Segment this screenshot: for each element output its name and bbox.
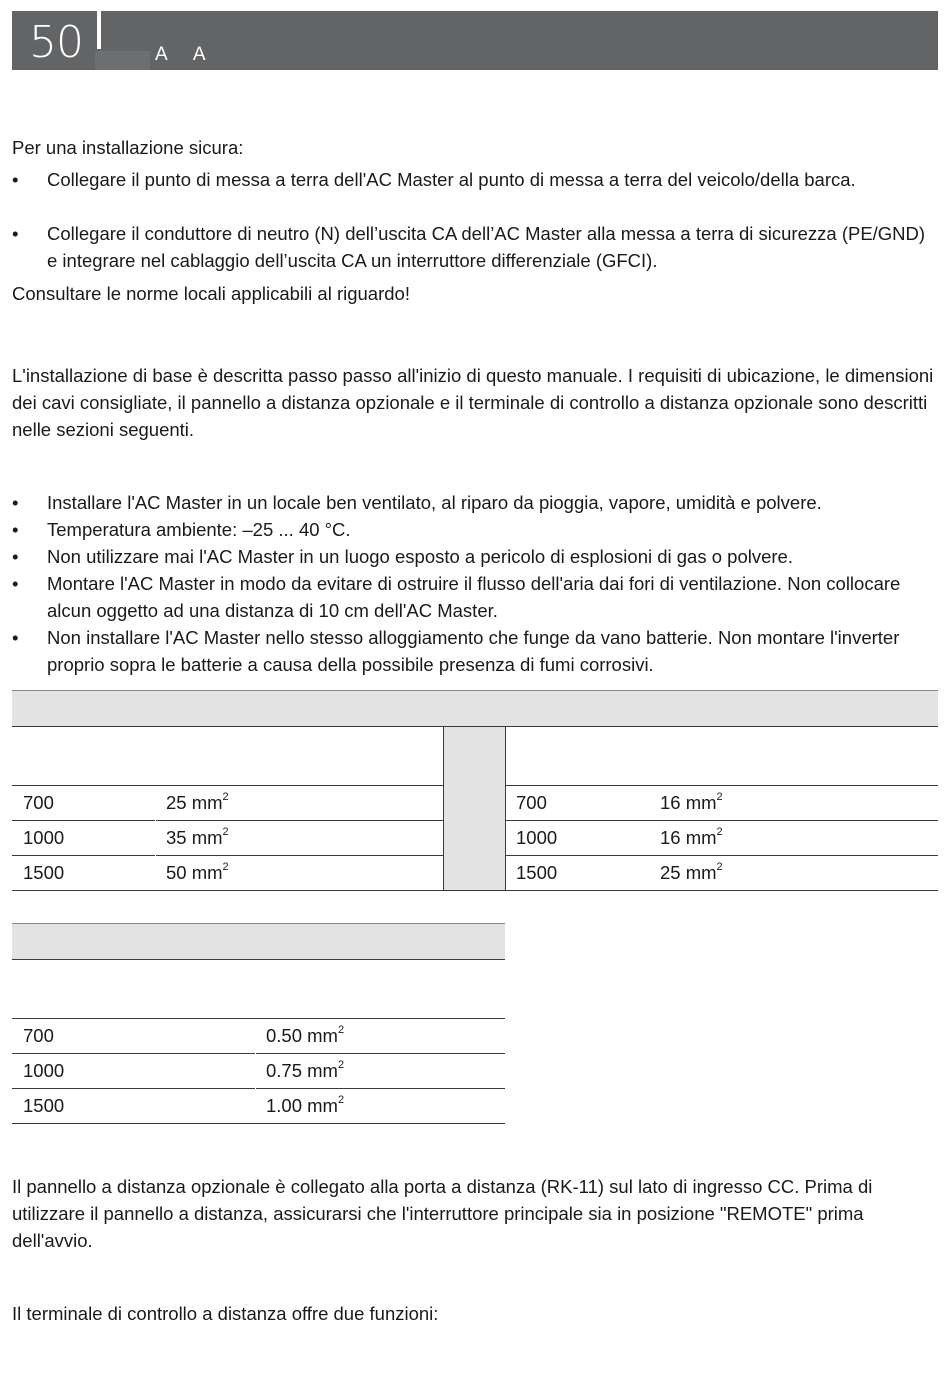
table-rule	[12, 959, 505, 960]
unit-exponent: 2	[337, 1023, 345, 1036]
table-rule	[506, 855, 938, 856]
safety-bullet-text: Collegare il punto di messa a terra dell'AC Master al punto di messa a terra del veicolo/della barca.	[47, 169, 856, 190]
model-cell: 1000	[23, 827, 65, 848]
page-number: 50	[29, 17, 83, 68]
table-rule	[12, 1018, 505, 1019]
unit-exponent: 2	[222, 825, 229, 838]
cable-size-cell	[166, 862, 229, 884]
bullet-symbol: •	[12, 223, 19, 244]
cable-size-cell	[266, 1060, 344, 1082]
cable-size-cell	[266, 1095, 344, 1117]
table-rule	[12, 785, 443, 786]
safety-bullet-text: Collegare il conduttore di neutro (N) dell’uscita CA dell’AC Master alla messa a terra di sicurezza (PE/GND) e integrare nel cablaggio dell’uscita CA un interruttore differenziale (GFCI).	[47, 223, 926, 271]
cable-size-value: 16 mm	[660, 792, 717, 813]
model-cell: 1500	[516, 862, 558, 883]
remote-panel-paragraph: Il pannello a distanza opzionale è collegato alla porta a distanza (RK-11) sul lato di ingresso CC. Prima di utilizzare il pannello a distanza, assicurarsi che l'interruttore principale sia in posizione "REMOTE" prima dell'avvio.	[12, 1176, 873, 1251]
table-rule	[12, 1088, 505, 1089]
install-intro: L'installazione di base è descritta passo passo all'inizio di questo manuale. I requisiti di ubicazione, le dimensioni dei cavi consigliate, il pannello a distanza opzionale e il terminale di controllo a distanza opzionale sono descritti nelle sezioni seguenti.	[12, 365, 934, 440]
model-cell: 1000	[23, 1060, 65, 1081]
header-notch	[95, 51, 150, 70]
cable-size-value: 1.00 mm	[266, 1095, 338, 1116]
cable-size-cell	[166, 792, 229, 814]
cable-size-cell	[660, 862, 723, 884]
safety-note: Consultare le norme locali applicabili al riguardo!	[12, 283, 410, 304]
cable-size-value: 25 mm	[166, 792, 223, 813]
unit-exponent: 2	[222, 790, 229, 803]
cable-size-cell	[660, 792, 723, 814]
location-bullet	[12, 570, 937, 624]
unit-exponent: 2	[716, 860, 723, 873]
table-rule	[12, 820, 443, 821]
model-cell: 1500	[23, 1095, 65, 1116]
column-rule	[505, 727, 506, 891]
table-title-band	[12, 924, 505, 959]
model-cell: 700	[516, 792, 547, 813]
cell-gap	[155, 786, 156, 890]
unit-exponent: 2	[716, 790, 723, 803]
table-rule	[506, 820, 938, 821]
model-cell: 700	[23, 1025, 54, 1046]
safety-intro: Per una installazione sicura:	[12, 137, 244, 158]
bullet-symbol: •	[12, 546, 19, 567]
model-cell: 700	[23, 792, 54, 813]
table-center-divider	[444, 727, 506, 891]
cable-size-cell	[660, 827, 723, 849]
unit-exponent: 2	[337, 1093, 345, 1106]
cable-size-value: 0.75 mm	[266, 1060, 338, 1081]
cable-size-value: 25 mm	[660, 862, 717, 883]
location-bullet-text: Non installare l'AC Master nello stesso alloggiamento che funge da vano batterie. Non montare l'inverter proprio sopra le batterie a causa della possibile presenza di fumi corrosivi.	[47, 627, 900, 675]
location-bullet	[12, 489, 937, 516]
unit-exponent: 2	[337, 1058, 345, 1071]
safety-bullet	[12, 220, 937, 274]
table-rule	[12, 855, 443, 856]
location-bullet	[12, 516, 937, 543]
table-rule	[12, 890, 938, 891]
unit-exponent: 2	[222, 860, 229, 873]
cell-gap	[255, 1019, 256, 1123]
location-bullet-text: Installare l'AC Master in un locale ben ventilato, al riparo da pioggia, vapore, umidità e polvere.	[47, 492, 822, 513]
cable-size-value: 16 mm	[660, 827, 717, 848]
model-cell: 1500	[23, 862, 65, 883]
safety-bullet	[12, 166, 937, 193]
location-bullet	[12, 543, 937, 570]
cable-size-value: 0.50 mm	[266, 1025, 338, 1046]
bullet-symbol: •	[12, 573, 19, 594]
table-rule	[12, 1053, 505, 1054]
bullet-symbol: •	[12, 519, 19, 540]
location-bullet-text: Temperatura ambiente: –25 ... 40 °C.	[47, 519, 351, 540]
cable-size-cell	[266, 1025, 344, 1047]
location-bullet	[12, 624, 937, 678]
model-cell: 1000	[516, 827, 558, 848]
bullet-symbol: •	[12, 492, 19, 513]
cable-size-value: 35 mm	[166, 827, 223, 848]
table-title-band	[12, 691, 938, 726]
unit-exponent: 2	[716, 825, 723, 838]
section-label: A A	[155, 44, 217, 65]
header-divider	[97, 11, 101, 49]
bullet-symbol: •	[12, 627, 19, 648]
table-rule	[12, 1123, 505, 1124]
cable-size-cell	[166, 827, 229, 849]
bullet-symbol: •	[12, 169, 19, 190]
table-rule	[506, 785, 938, 786]
cable-size-value: 50 mm	[166, 862, 223, 883]
remote-terminal-paragraph: Il terminale di controllo a distanza offre due funzioni:	[12, 1303, 439, 1324]
column-rule	[443, 727, 444, 891]
location-bullet-text: Non utilizzare mai l'AC Master in un luogo esposto a pericolo di esplosioni di gas o polvere.	[47, 546, 793, 567]
location-bullet-text: Montare l'AC Master in modo da evitare di ostruire il flusso dell'aria dai fori di ventilazione. Non collocare alcun oggetto ad una distanza di 10 cm dell'AC Master.	[47, 573, 901, 621]
page-header	[12, 11, 938, 70]
